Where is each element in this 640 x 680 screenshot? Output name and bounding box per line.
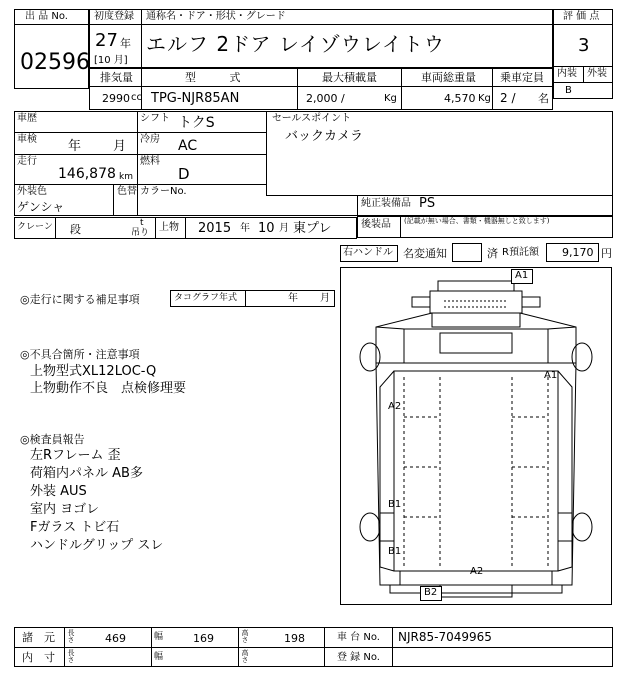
reg-no-label: 登 録 No. xyxy=(337,652,380,663)
capacity: 2 / xyxy=(500,91,516,105)
inspection-month: 月 xyxy=(113,139,127,154)
length-label: 長さ xyxy=(67,629,75,643)
wheel-rear-right xyxy=(572,513,592,541)
retrofit-note: (記載が無い場合、書類・機器無しと致します) xyxy=(404,217,550,225)
tacho-year: 年 xyxy=(288,293,298,304)
inspector-line: 左Rフレーム 歪 xyxy=(30,448,121,463)
wheel-rear-left xyxy=(360,513,380,541)
model-code: TPG-NJR85AN xyxy=(151,91,240,106)
first-reg-month: [10 月] xyxy=(94,55,128,66)
inspection-label: 車検 xyxy=(17,134,37,145)
mark-b1-lower: B1 xyxy=(388,546,402,557)
max-load-unit: Kg xyxy=(384,93,397,104)
fuel-label: 燃料 xyxy=(140,156,160,167)
history-label: 車歴 xyxy=(17,113,37,124)
inspector-label: ◎検査員報告 xyxy=(20,433,85,446)
year-unit: 年 xyxy=(120,37,131,50)
model-code-label: 型 式 xyxy=(185,71,241,84)
first-reg-label: 初度登録 xyxy=(94,11,134,22)
sales-points-label: セールスポイント xyxy=(272,113,352,124)
lot-number: 02596 xyxy=(20,50,90,75)
shift-label: シフト xyxy=(140,113,170,124)
crane-steps: 段 xyxy=(70,223,81,236)
defect-line: 上物動作不良 点検修理要 xyxy=(30,381,187,396)
interior-dims-label: 内 寸 xyxy=(22,651,55,664)
displacement: 2990 xyxy=(102,92,130,105)
body-label: 上物 xyxy=(159,222,179,233)
r-unit: 円 xyxy=(601,247,612,260)
truck-diagram xyxy=(340,267,612,605)
int-length-label: 長さ xyxy=(67,649,75,663)
body-month: 10 xyxy=(258,221,275,236)
first-reg-year: 27 xyxy=(95,30,118,51)
model-name: エルフ 2ドア レイゾウレイトウ xyxy=(146,32,445,56)
equipment-label: 純正装備品 xyxy=(361,198,411,209)
defect-line: 上物型式XL12LOC-Q xyxy=(30,364,157,379)
registration-label: 済 xyxy=(487,247,498,260)
max-load-label: 最大積載量 xyxy=(322,71,377,84)
body-outline xyxy=(376,313,576,585)
crane-label: クレーン xyxy=(17,222,53,232)
inspector-line: 室内 ヨゴレ xyxy=(30,502,100,517)
mileage-unit: km xyxy=(119,172,133,182)
mark-a1-top: A1 xyxy=(515,270,529,281)
length-value: 469 xyxy=(105,632,126,645)
tacho-month: 月 xyxy=(320,293,330,304)
tacho-label: タコグラフ年式 xyxy=(174,293,238,303)
color-no-label: 色替 xyxy=(117,186,137,197)
body-maker: 東プレ xyxy=(293,221,332,236)
steering: 右ハンドル xyxy=(343,247,393,258)
height-value: 198 xyxy=(284,632,305,645)
interior-grade: B xyxy=(565,85,572,96)
lot-label: 出 品 No. xyxy=(25,11,68,22)
details-box xyxy=(14,111,613,216)
name-change-label: 名変通知 xyxy=(403,247,447,260)
model-name-label: 通称名・ドア・形状・グレード xyxy=(146,11,286,22)
chassis-label: 車 台 No. xyxy=(337,632,380,643)
capacity-label: 乗車定員 xyxy=(500,71,544,84)
driving-label: ◎走行に関する補足事項 xyxy=(20,293,140,306)
crane-ton: t xyxy=(140,218,144,228)
wheel-front-right xyxy=(572,343,592,371)
mark-a2-rear: A2 xyxy=(470,566,484,577)
mark-a2-left: A2 xyxy=(388,401,402,412)
cab-roof xyxy=(430,291,522,313)
gross-weight-unit: Kg xyxy=(478,93,491,104)
grade-label: 評 価 点 xyxy=(563,11,600,22)
gross-weight: 4,570 xyxy=(444,92,476,105)
inspection-year: 年 xyxy=(68,139,82,154)
body-year-unit: 年 xyxy=(240,223,250,234)
mark-b1-left: B1 xyxy=(388,499,402,510)
equipment-value: PS xyxy=(419,196,436,211)
exterior-color: ゲンシャ xyxy=(17,200,65,214)
exterior-color-label: 外装色 xyxy=(17,186,47,197)
int-width-label: 幅 xyxy=(154,652,164,662)
int-height-label: 高さ xyxy=(241,649,249,663)
color-code-label: カラーNo. xyxy=(140,186,187,197)
width-value: 169 xyxy=(193,632,214,645)
name-change-box xyxy=(452,243,482,262)
ac-value: AC xyxy=(178,138,198,154)
mileage: 146,878 xyxy=(58,166,116,182)
cargo-box xyxy=(394,371,558,571)
retrofit-label: 後装品 xyxy=(361,219,391,230)
shift-value: トクS xyxy=(178,115,215,131)
r-amount: 9,170 xyxy=(562,246,594,259)
r-label: R預託額 xyxy=(502,247,539,258)
chassis-no: NJR85-7049965 xyxy=(398,630,492,644)
displacement-unit: cc xyxy=(131,92,142,103)
grade-value: 3 xyxy=(578,35,590,56)
capacity-unit: 名 xyxy=(538,92,549,105)
body-month-unit: 月 xyxy=(279,223,289,234)
displacement-label: 排気量 xyxy=(100,71,133,84)
gross-weight-label: 車両総重量 xyxy=(421,71,476,84)
wheel-front-left xyxy=(360,343,380,371)
max-load: 2,000 / xyxy=(306,92,345,105)
dims-label: 諸 元 xyxy=(22,631,55,644)
width-label: 幅 xyxy=(154,632,164,642)
inspector-line: ハンドルグリップ スレ xyxy=(30,538,164,553)
crane-lift: 吊り xyxy=(131,228,150,238)
body-year: 2015 xyxy=(198,221,232,236)
inspector-line: 荷箱内パネル AB多 xyxy=(30,466,143,481)
exterior-label: 外装 xyxy=(587,68,607,79)
interior-label: 内装 xyxy=(557,68,577,79)
ac-label: 冷房 xyxy=(140,134,160,145)
mark-b2: B2 xyxy=(424,587,438,598)
inspector-line: 外装 AUS xyxy=(30,484,87,499)
fuel-value: D xyxy=(178,165,190,183)
sales-point: バックカメラ xyxy=(285,129,364,144)
inspector-line: Fガラス トビ石 xyxy=(30,520,120,535)
height-label: 高さ xyxy=(241,629,249,643)
mileage-label: 走行 xyxy=(17,156,37,167)
mark-a1-right: A1 xyxy=(544,370,558,381)
defects-label: ◎不具合箇所・注意事項 xyxy=(20,348,140,361)
